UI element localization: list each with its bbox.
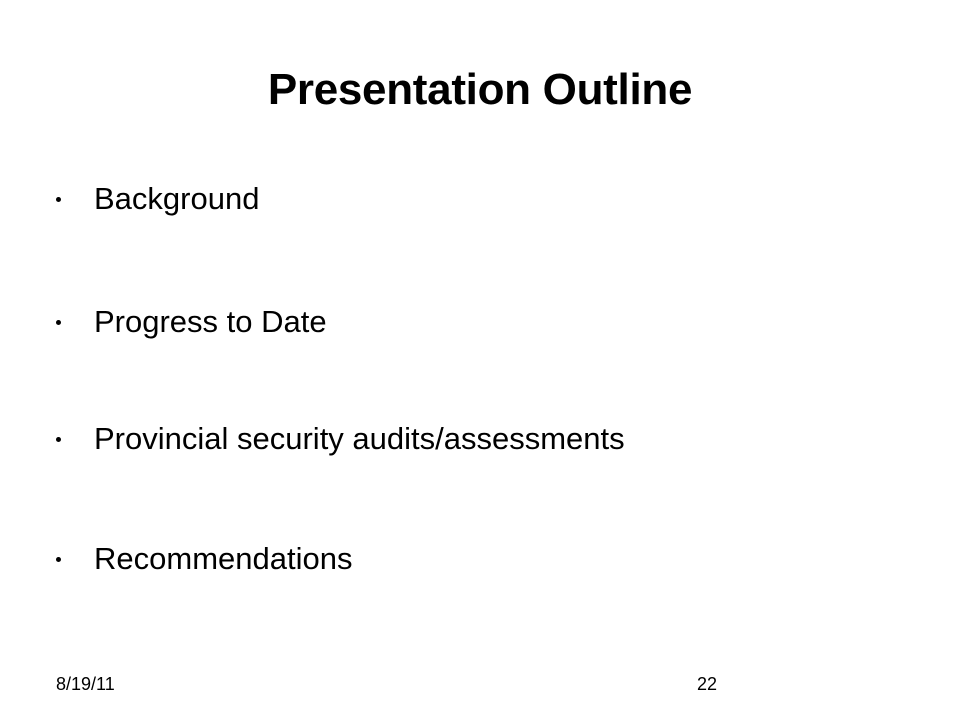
outline-item-recommendations bbox=[56, 537, 352, 581]
bullet-icon bbox=[56, 197, 61, 202]
bullet-icon bbox=[56, 437, 61, 442]
outline-item-label: Provincial security audits/assessments bbox=[94, 421, 625, 456]
outline-item-progress-to-date bbox=[56, 300, 327, 344]
outline-item-provincial-security-audits bbox=[56, 417, 625, 461]
slide-title: Presentation Outline bbox=[267, 65, 693, 114]
bullet-icon bbox=[56, 557, 61, 562]
outline-item-label: Recommendations bbox=[94, 541, 353, 576]
footer-date: 8/19/11 bbox=[56, 674, 115, 694]
outline-item-label: Progress to Date bbox=[94, 304, 327, 339]
outline-item-background bbox=[56, 177, 259, 221]
outline-item-label: Background bbox=[94, 181, 260, 216]
slide-number: 22 bbox=[697, 674, 718, 694]
bullet-icon bbox=[56, 320, 61, 325]
